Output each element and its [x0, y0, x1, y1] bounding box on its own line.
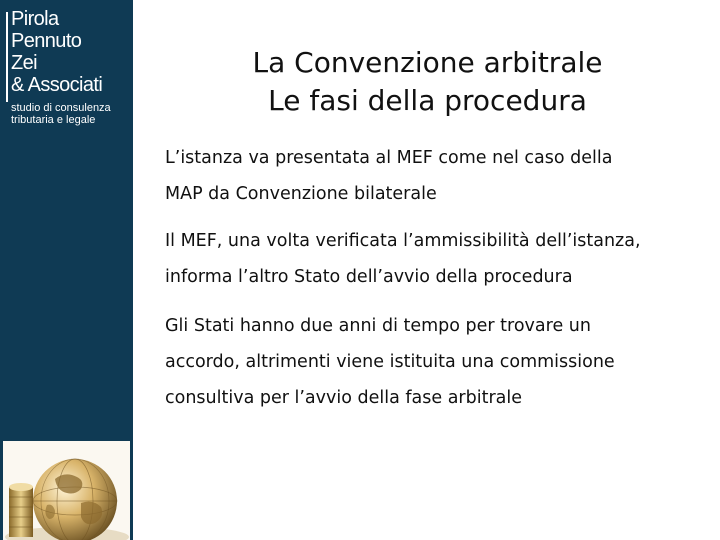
logo-divider: [6, 12, 8, 102]
logo-line: & Associati: [11, 74, 103, 96]
paragraph-line: Il MEF, una volta verificata l’ammissibilità dell’istanza,: [165, 231, 641, 251]
sidebar: [0, 0, 133, 540]
logo-line: Pennuto: [11, 30, 82, 52]
paragraph-line: informa l’altro Stato dell’avvio della procedura: [165, 267, 573, 287]
logo-tagline: [11, 102, 111, 126]
paragraph-agreement: [165, 308, 710, 416]
globe-image: [3, 441, 130, 540]
globe-illustration: [3, 441, 130, 540]
tagline-line: tributaria e legale: [11, 114, 96, 126]
tagline-line: studio di consulenza: [11, 102, 111, 114]
logo-line: Zei: [11, 52, 37, 74]
paragraph-line: consultiva per l’avvio della fase arbitrale: [165, 388, 522, 408]
globe: [33, 459, 117, 540]
paragraph-line: Gli Stati hanno due anni di tempo per trovare un: [165, 316, 591, 336]
logo-line: Pirola: [11, 8, 59, 30]
paragraph-notification: [165, 223, 710, 295]
logo-name: [11, 8, 102, 96]
paragraph-filing: [165, 140, 710, 212]
paragraph-line: MAP da Convenzione bilaterale: [165, 184, 437, 204]
slide-title: [150, 44, 705, 120]
title-line-1: La Convenzione arbitrale: [252, 46, 603, 79]
paragraph-line: L’istanza va presentata al MEF come nel caso della: [165, 148, 613, 168]
paragraph-line: accordo, altrimenti viene istituita una commissione: [165, 352, 615, 372]
coin-stack: [9, 483, 33, 537]
title-line-2: Le fasi della procedura: [268, 84, 587, 117]
